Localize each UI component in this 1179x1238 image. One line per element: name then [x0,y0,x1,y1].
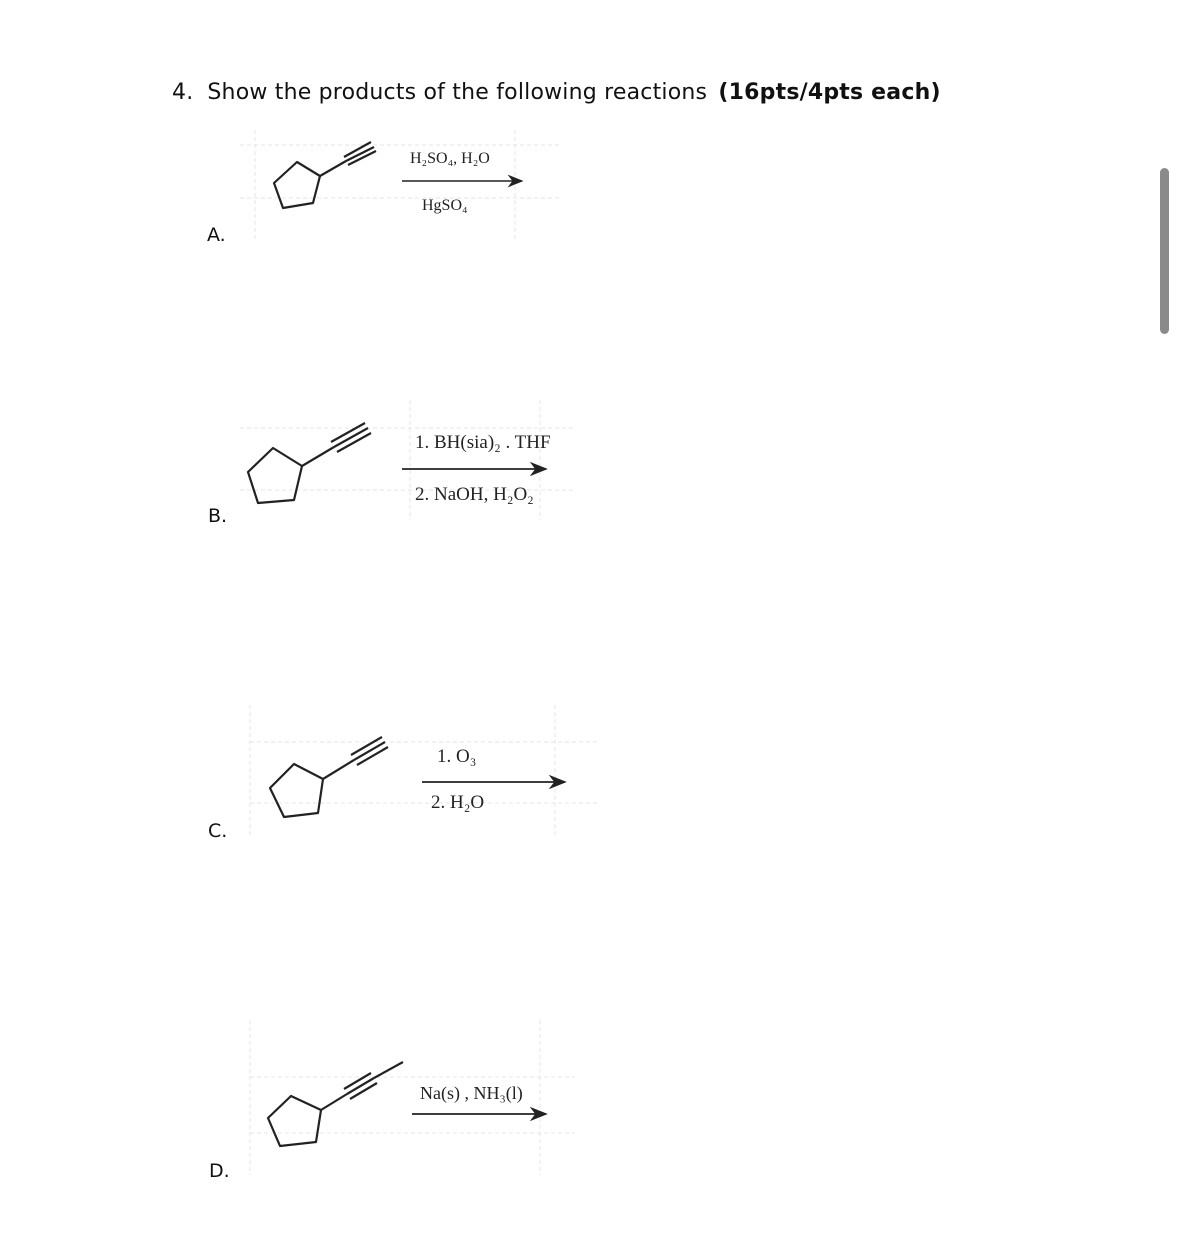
question-number: 4. [172,80,194,105]
reaction-a-label: A. [207,224,226,246]
reaction-c-label: C. [208,820,228,842]
question-text: Show the products of the following reactions [207,80,708,105]
reaction-d-reagent-top: Na(s) , NH₃(l) [420,1083,523,1103]
reaction-b-reagent-bottom: 2. NaOH, H₂O₂ [415,484,534,505]
reaction-c-reagent-bottom: 2. H₂O [431,792,485,813]
reaction-b-reagent-top: 1. BH(sia)₂ . THF [415,432,551,453]
reaction-c [270,737,565,817]
reaction-d-label: D. [209,1160,230,1182]
reaction-a-reagent-bottom: HgSO₄ [422,197,468,214]
vertical-scrollbar[interactable] [1160,168,1169,334]
reaction-b [248,423,551,505]
reaction-a [274,142,522,214]
molecule-c-ethynylcyclopentane [270,737,388,817]
question-points: (16pts/4pts each) [718,80,941,105]
grid-guides [240,130,600,1175]
reaction-c-reagent-top: 1. O₃ [437,746,477,767]
reaction-a-reagent-top: H₂SO₄, H₂O [410,150,490,167]
reaction-b-label: B. [208,505,228,527]
molecule-b-ethynylcyclopentane [248,423,371,503]
